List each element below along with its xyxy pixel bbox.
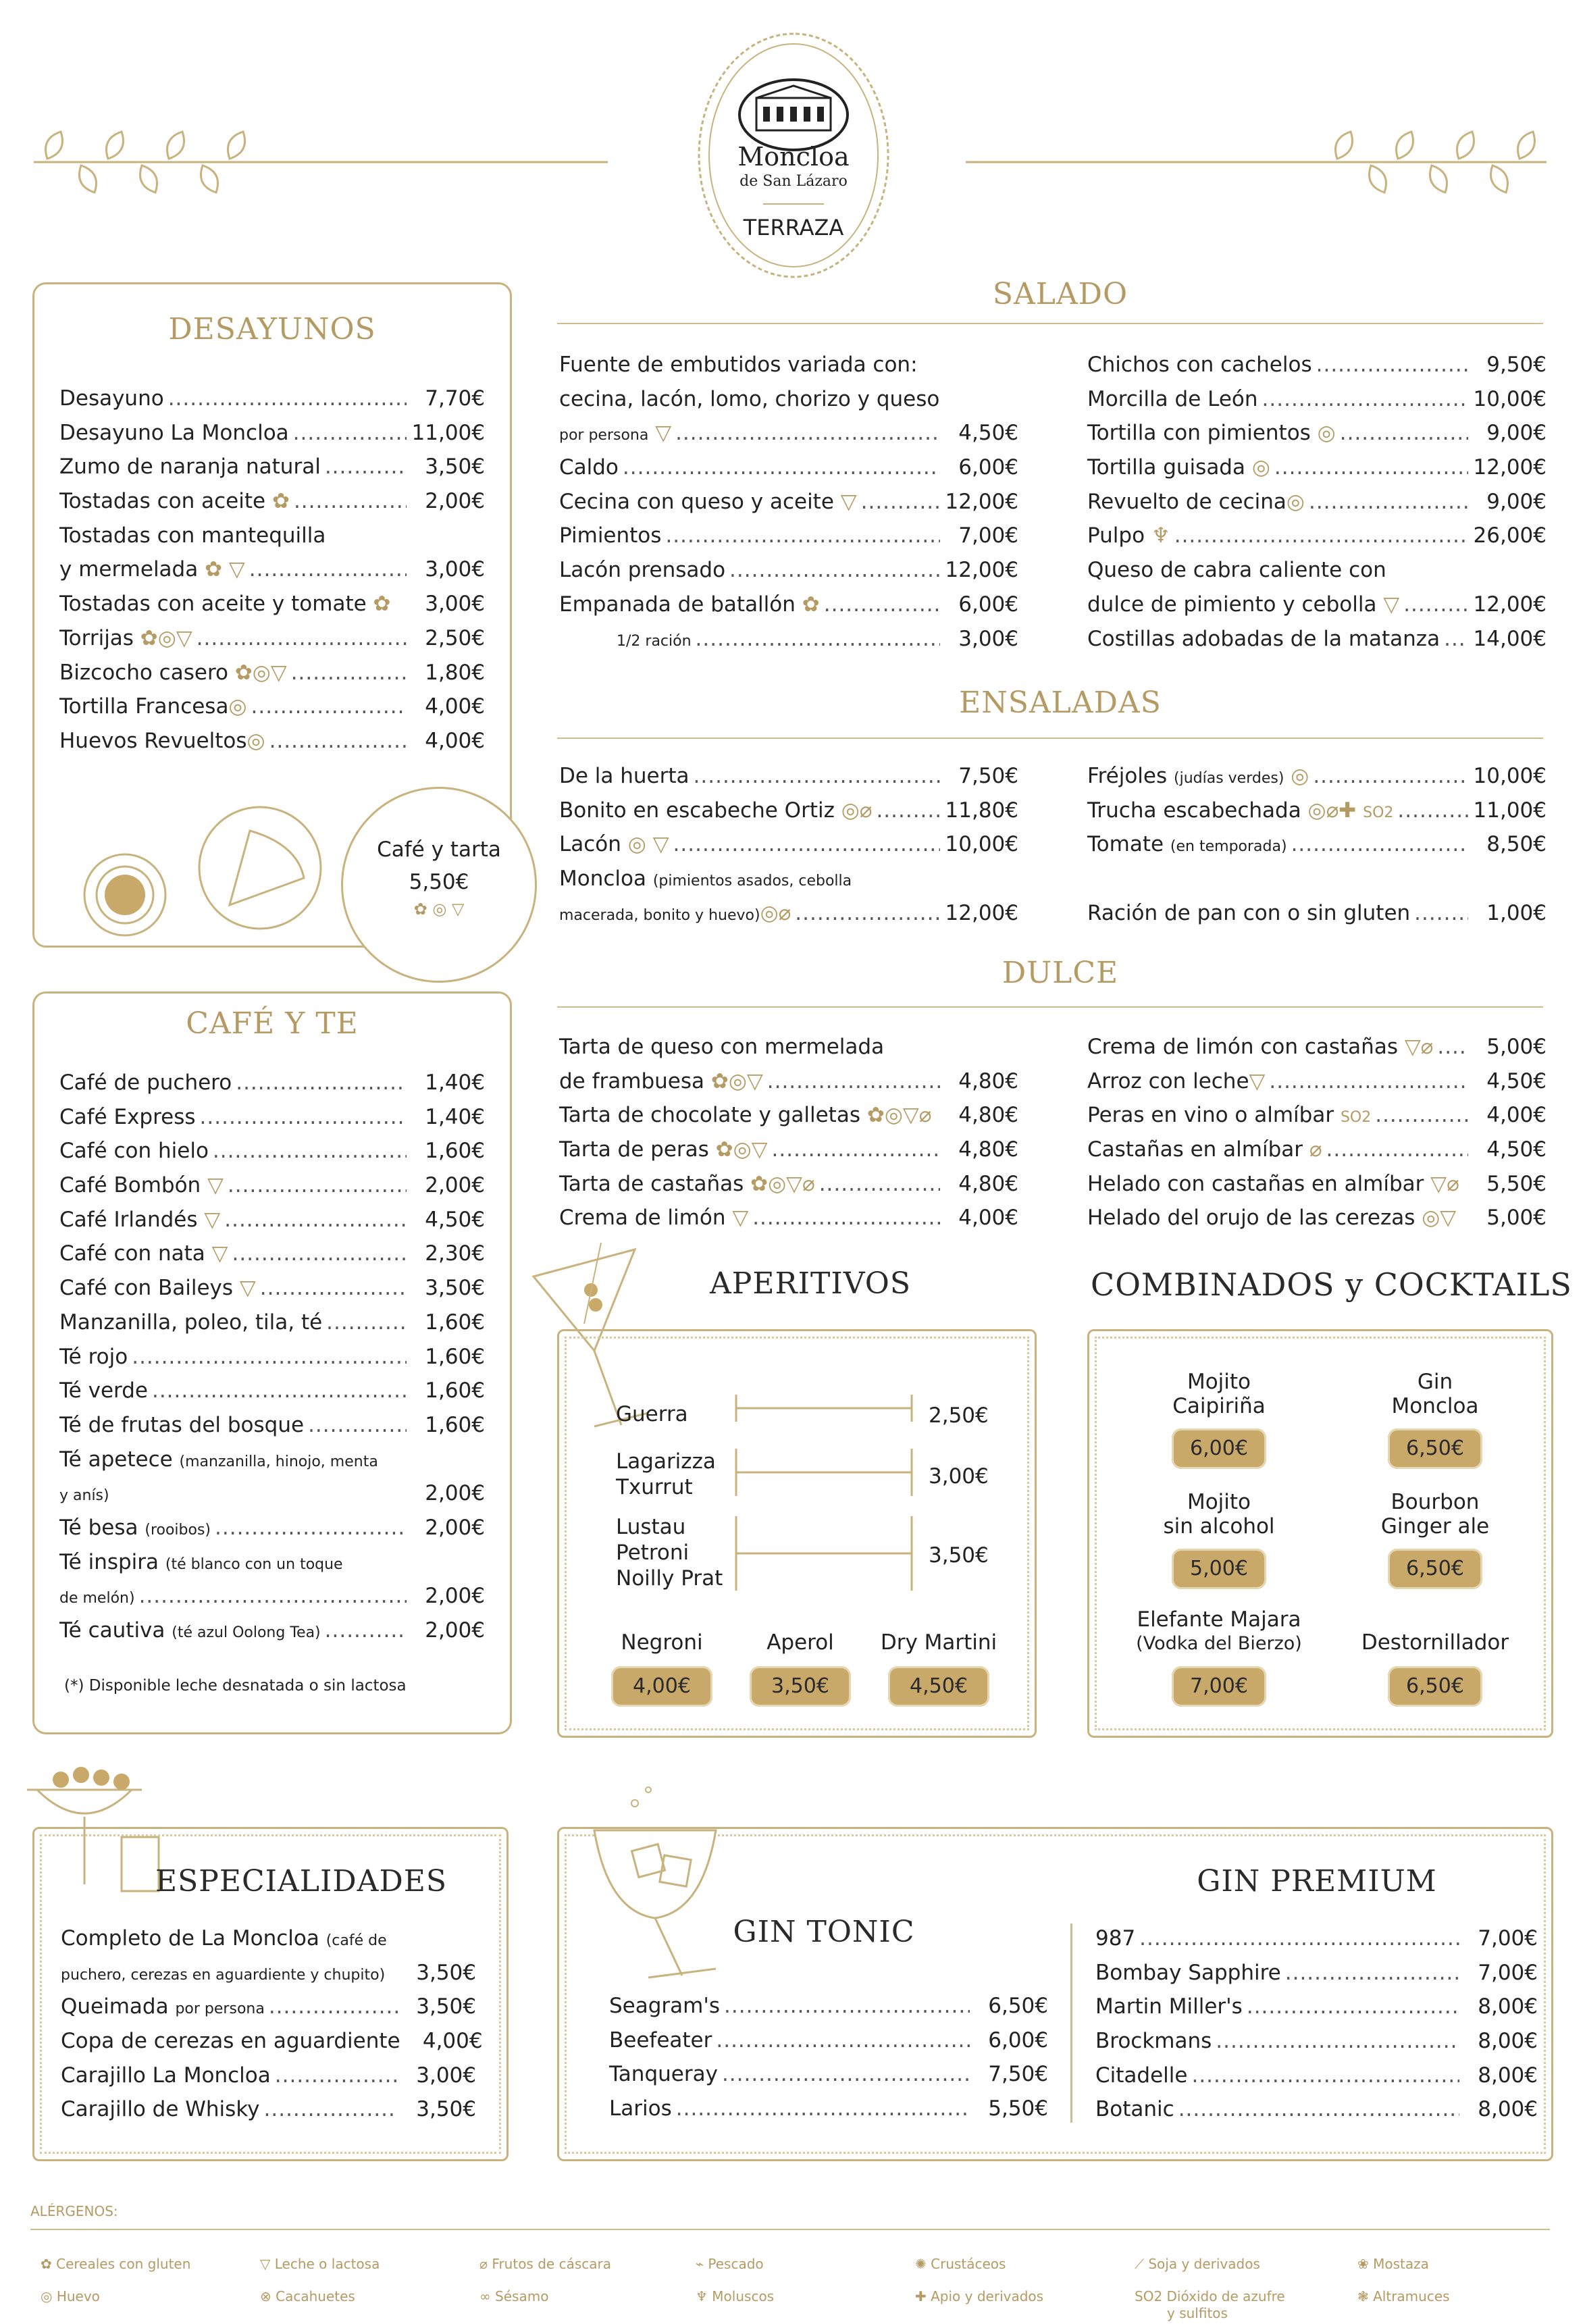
- menu-item: De la huerta ..... 7,50€: [559, 759, 1018, 794]
- egg-icon: ◎: [246, 728, 265, 753]
- area-label: TERRAZA: [743, 215, 844, 240]
- menu-item: de frambuesa ✿◎▽ ..... 4,80€: [559, 1064, 1018, 1099]
- allergen-peanuts: ⊗ Cacahuetes: [260, 2288, 355, 2304]
- cafe-tarta-allergens-icon: ✿ ◎ ▽: [413, 900, 465, 919]
- menu-item: Bizcocho casero ✿◎▽ ..... 1,80€: [59, 656, 485, 690]
- wheat-icon: ✿: [265, 489, 290, 514]
- milk-icon: ▽: [197, 1207, 221, 1232]
- gin-premium-list: [1095, 1921, 1538, 2127]
- salado-title: SALADO: [992, 277, 1128, 311]
- menu-item: Café de puchero ..... 1,40€: [59, 1066, 485, 1100]
- price-pill: 6,00€: [1172, 1428, 1266, 1469]
- menu-item: Bonito en escabeche Ortiz ◎⌀ ..... 11,80€: [559, 794, 1018, 828]
- cafe-footnote: (*) Disponible leche desnatada o sin lactosa: [64, 1677, 407, 1695]
- aperitivo-name: Txurrut: [616, 1475, 693, 1499]
- menu-item: Manzanilla, poleo, tila, té ..... 1,60€: [59, 1306, 485, 1340]
- menu-item: Café con hielo ..... 1,60€: [59, 1134, 485, 1168]
- egg-icon: ◎: [41, 2288, 57, 2304]
- menu-item: Tarta de peras ✿◎▽ ..... 4,80€: [559, 1133, 1018, 1167]
- menu-item: Castañas en almíbar ⌀ ..... 4,50€: [1087, 1133, 1547, 1167]
- milk-icon: ▽: [201, 1173, 224, 1198]
- menu-item: Desayuno La Moncloa ..... 11,00€: [59, 416, 485, 450]
- egg-icon: ◎: [1245, 455, 1270, 480]
- allergen-soy: ⟋ Soja y derivados: [1135, 2256, 1260, 2272]
- menu-item: Chichos con cachelos ..... 9,50€: [1087, 348, 1547, 382]
- aperitivo-price: 3,00€: [929, 1464, 989, 1489]
- menu-item: cecina, lacón, lomo, chorizo y queso: [559, 386, 940, 411]
- dulce-title: DULCE: [1002, 956, 1119, 990]
- cocktail-name: Bourbon Ginger ale: [1380, 1490, 1490, 1539]
- milk-icon: ▽: [648, 421, 672, 446]
- cafe-te-title: CAFÉ Y TE: [186, 1006, 359, 1041]
- menu-item: Martin Miller's ..... 8,00€: [1095, 1990, 1538, 2024]
- menu-item: Té rojo ..... 1,60€: [59, 1340, 485, 1374]
- price-pill: 5,00€: [1172, 1549, 1266, 1589]
- allergen-icons: ✿◎▽: [133, 625, 192, 650]
- brand-subtitle: de San Lázaro: [739, 173, 848, 190]
- nut-icon: ⌀: [479, 2256, 492, 2272]
- menu-item: Té de frutas del bosque ..... 1,60€: [59, 1408, 485, 1443]
- menu-item: Pulpo ♆ ..... 26,00€: [1087, 519, 1547, 553]
- menu-item: macerada, bonito y huevo) ◎⌀ ..... 12,00€: [559, 896, 1018, 931]
- allergen-icons: ✿◎▽⌀: [744, 1171, 815, 1196]
- cocktail-name: Mojito sin alcohol: [1163, 1490, 1275, 1539]
- cocktail-name: Gin Moncloa: [1391, 1370, 1479, 1418]
- menu-item: por persona ▽ ..... 4,50€: [559, 416, 1018, 450]
- menu-item: Larios ..... 5,50€: [609, 2092, 1048, 2126]
- menu-item: Copa de cerezas en aguardiente 4,00€: [61, 2029, 483, 2054]
- salado-rule: [557, 323, 1543, 324]
- menu-item: Tarta de queso con mermelada: [559, 1035, 885, 1059]
- sesame-icon: ∞: [479, 2288, 496, 2304]
- aperitivo-price: 2,50€: [929, 1403, 989, 1428]
- menu-item: Queimada por persona ..... 3,50€: [61, 1990, 476, 2024]
- allergen-celery: ✚ Apio y derivados: [915, 2288, 1044, 2304]
- price-pill: 4,00€: [611, 1666, 712, 1707]
- menu-item: Helado del orujo de las cerezas ◎▽ 5,00€: [1087, 1201, 1547, 1235]
- menu-item: Cecina con queso y aceite ▽ ..... 12,00€: [559, 485, 1018, 519]
- cafe-tarta-label: Café y tarta: [377, 837, 501, 862]
- ensaladas-right-list: [1087, 759, 1547, 930]
- menu-item: puchero, cerezas en aguardiente y chupito) 3,50€: [61, 1960, 476, 1985]
- milk-icon: ▽: [233, 1276, 256, 1301]
- menu-item: Empanada de batallón ✿ ..... 6,00€: [559, 588, 1018, 622]
- allergen-sulphites-line2: y sulfitos: [1167, 2305, 1228, 2321]
- alergenos-label: ALÉRGENOS:: [30, 2203, 118, 2219]
- ensaladas-rule: [557, 738, 1543, 739]
- menu-item: Beefeater ..... 6,00€: [609, 2023, 1048, 2058]
- allergen-fish: ⌁ Pescado: [696, 2256, 764, 2272]
- desayunos-title: DESAYUNOS: [168, 312, 376, 346]
- dulce-right-list: [1087, 1030, 1547, 1235]
- desayunos-list: [59, 382, 485, 758]
- menu-item: Café con nata ▽ ..... 2,30€: [59, 1237, 485, 1271]
- right-leaf-garland: [959, 125, 1553, 199]
- menu-item: Tostadas con mantequilla: [59, 523, 326, 548]
- soy-icon: ⟋: [1135, 2256, 1149, 2272]
- menu-item: Peras en vino o almíbar SO2 ..... 4,00€: [1087, 1098, 1547, 1133]
- gin-divider: [1070, 1923, 1072, 2123]
- menu-item: Bombay Sapphire ..... 7,00€: [1095, 1956, 1538, 1990]
- menu-item: Torrijas ✿◎▽ ..... 2,50€: [59, 621, 485, 656]
- menu-item: Café Express ..... 1,40€: [59, 1100, 485, 1135]
- menu-item: Té apetece (manzanilla, hinojo, menta: [59, 1447, 378, 1472]
- price-pill: 6,50€: [1388, 1549, 1482, 1589]
- alergenos-rule: [30, 2229, 1550, 2230]
- celery-icon: ✚: [915, 2288, 931, 2304]
- menu-item: Moncloa (pimientos asados, cebolla: [559, 867, 852, 892]
- egg-fish-icon: ◎⌀: [760, 900, 791, 925]
- menu-item: Revuelto de cecina ◎ ..... 9,00€: [1087, 485, 1547, 519]
- milk-nut-icon: ▽⌀: [1424, 1171, 1459, 1196]
- menu-item: y mermelada ✿ ▽ ..... 3,00€: [59, 552, 485, 587]
- allergen-sulphites: SO2 Dióxido de azufre: [1135, 2288, 1285, 2304]
- mollusc-icon: ♆: [1145, 523, 1170, 548]
- milk-icon: ▽: [725, 1206, 749, 1231]
- egg-milk-icon: ◎ ▽: [621, 832, 669, 857]
- salado-left-list: [559, 348, 1018, 656]
- price-pill: 7,00€: [1172, 1666, 1266, 1707]
- menu-item: Botanic ..... 8,00€: [1095, 2092, 1538, 2127]
- milk-icon: ▽: [833, 489, 857, 514]
- price-pill: 3,50€: [750, 1666, 851, 1707]
- menu-item: Huevos Revueltos ◎ ..... 4,00€: [59, 724, 485, 758]
- menu-item: Helado con castañas en almíbar ▽⌀ 5,50€: [1087, 1167, 1547, 1202]
- menu-item: Queso de cabra caliente con: [1087, 558, 1386, 583]
- salado-right-list: [1087, 348, 1547, 656]
- menu-item: dulce de pimiento y cebolla ▽ ..... 12,00€: [1087, 588, 1547, 622]
- menu-item: Brockmans ..... 8,00€: [1095, 2024, 1538, 2059]
- allergen-egg: ◎ Huevo: [41, 2288, 100, 2304]
- menu-item: Desayuno ..... 7,70€: [59, 382, 485, 416]
- menu-item: Café Irlandés ▽ ..... 4,50€: [59, 1203, 485, 1237]
- crustacean-icon: ✺: [915, 2256, 931, 2272]
- allergen-gluten: ✿ Cereales con gluten: [41, 2256, 191, 2272]
- menu-item: Crema de limón ▽ ..... 4,00€: [559, 1201, 1018, 1235]
- menu-item: Crema de limón con castañas ▽⌀ ..... 5,00€: [1087, 1030, 1547, 1064]
- aperitivos-title: APERITIVOS: [710, 1266, 911, 1301]
- aperitivo-name: Noilly Prat: [616, 1566, 723, 1591]
- aperitivo-name: Lustau: [616, 1515, 686, 1539]
- milk-icon: ▽: [205, 1241, 228, 1266]
- wheat-milk-icon: ✿ ▽: [198, 557, 245, 582]
- egg-icon: ◎: [228, 694, 247, 719]
- fish-icon: ⌁: [696, 2256, 708, 2272]
- menu-item: Zumo de naranja natural ..... 3,50€: [59, 450, 485, 484]
- milk-icon: ▽: [260, 2256, 275, 2272]
- cocktail-name: Negroni: [621, 1630, 703, 1655]
- menu-item: Café Bombón ▽ ..... 2,00€: [59, 1168, 485, 1203]
- aperitivo-name: Petroni: [616, 1541, 690, 1565]
- menu-item: Té verde ..... 1,60€: [59, 1374, 485, 1408]
- wheat-icon: ✿: [366, 592, 391, 617]
- menu-item: Té besa (rooibos) ..... 2,00€: [59, 1511, 485, 1545]
- egg-fish-icon: ◎⌀: [834, 798, 873, 823]
- menu-item: Tanqueray ..... 7,50€: [609, 2057, 1048, 2092]
- menu-item: Lacón ◎ ▽ ..... 10,00€: [559, 827, 1018, 862]
- price-pill: 6,50€: [1388, 1428, 1482, 1469]
- dulce-rule: [557, 1006, 1543, 1008]
- menu-item: y anís) 2,00€: [59, 1481, 485, 1506]
- lupin-icon: ❃: [1357, 2288, 1374, 2304]
- allergen-icons: ✿◎▽⌀: [860, 1103, 932, 1128]
- ensaladas-title: ENSALADAS: [959, 686, 1162, 720]
- aperitivo-name: Lagarizza: [616, 1449, 716, 1474]
- combinados-title: COMBINADOS y COCKTAILS: [1091, 1266, 1572, 1303]
- menu-item: Tarta de castañas ✿◎▽⌀ ..... 4,80€: [559, 1167, 1018, 1202]
- cocktail-name: Mojito Caipiriña: [1172, 1370, 1266, 1418]
- aperitivo-price: 3,50€: [929, 1543, 989, 1568]
- allergen-icons: ✿◎▽: [704, 1068, 763, 1093]
- especialidades-list: [61, 1921, 483, 2127]
- menu-item: Seagram's ..... 6,50€: [609, 1989, 1048, 2023]
- menu-item: Costillas adobadas de la matanza ..... 14,00€: [1087, 622, 1547, 656]
- allergen-milk: ▽ Leche o lactosa: [260, 2256, 380, 2272]
- menu-item: Carajillo de Whisky ..... 3,50€: [61, 2092, 476, 2127]
- allergen-lupin: ❃ Altramuces: [1357, 2288, 1450, 2304]
- price-pill: 6,50€: [1388, 1666, 1482, 1707]
- brand-name: Moncloa: [737, 142, 850, 172]
- wheat-icon: ✿: [41, 2256, 57, 2272]
- aperitivo-name: Guerra: [616, 1402, 688, 1426]
- menu-item: Té cautiva (té azul Oolong Tea) ..... 2,00€: [59, 1613, 485, 1648]
- cafe-te-list: [59, 1066, 485, 1648]
- milk-icon: ▽: [1249, 1068, 1266, 1093]
- cocktail-name: Elefante Majara (Vodka del Bierzo): [1136, 1607, 1302, 1654]
- menu-item: Citadelle ..... 8,00€: [1095, 2059, 1538, 2093]
- peanut-icon: ⊗: [260, 2288, 276, 2304]
- left-leaf-garland: [27, 125, 615, 199]
- milk-nut-icon: ▽⌀: [1397, 1035, 1434, 1059]
- especialidades-title: ESPECIALIDADES: [155, 1864, 447, 1899]
- menu-item: Tostadas con aceite ✿ ..... 2,00€: [59, 484, 485, 519]
- cocktail-name: Destornillador: [1361, 1630, 1509, 1655]
- ensaladas-left-list: [559, 759, 1018, 930]
- allergen-nuts: ⌀ Frutos de cáscara: [479, 2256, 611, 2272]
- allergen-icons: ✿◎▽: [708, 1137, 768, 1162]
- mustard-icon: ❀: [1357, 2256, 1374, 2272]
- menu-item: [1087, 862, 1547, 896]
- allergen-sesame: ∞ Sésamo: [479, 2288, 549, 2304]
- allergen-mustard: ❀ Mostaza: [1357, 2256, 1429, 2272]
- menu-item: Lacón prensado ..... 12,00€: [559, 553, 1018, 588]
- menu-item: Morcilla de León ..... 10,00€: [1087, 382, 1547, 417]
- nut-icon: ⌀: [1303, 1137, 1322, 1162]
- menu-item: Tortilla con pimientos ◎ ..... 9,00€: [1087, 416, 1547, 450]
- egg-icon: ◎: [1310, 421, 1336, 446]
- egg-icon: ◎: [1286, 489, 1305, 514]
- menu-item: Carajillo La Moncloa ..... 3,00€: [61, 2059, 476, 2093]
- menu-item: Caldo ..... 6,00€: [559, 450, 1018, 485]
- price-pill: 4,50€: [888, 1666, 989, 1707]
- allergen-icons: ✿◎▽: [228, 660, 287, 685]
- menu-item: 1/2 ración ..... 3,00€: [559, 622, 1018, 656]
- menu-item: de melón) ..... 2,00€: [59, 1579, 485, 1613]
- cocktail-name: Aperol: [766, 1630, 834, 1655]
- egg-milk-icon: ◎▽: [1415, 1206, 1457, 1231]
- gin-tonic-list: [609, 1989, 1048, 2126]
- menu-item: Tarta de chocolate y galletas ✿◎▽⌀ 4,80€: [559, 1098, 1018, 1133]
- gin-glass-illustration: [581, 1776, 736, 1986]
- allergen-crustaceans: ✺ Crustáceos: [915, 2256, 1006, 2272]
- gin-premium-title: GIN PREMIUM: [1197, 1864, 1437, 1899]
- menu-item: Té inspira (té blanco con un toque: [59, 1549, 343, 1574]
- menu-item: Fréjoles (judías verdes) ◎ ..... 10,00€: [1087, 759, 1547, 794]
- aperitivos-bracket-lines: [729, 1385, 918, 1601]
- menu-item: Café con Baileys ▽ ..... 3,50€: [59, 1271, 485, 1306]
- cafe-tarta-price: 5,50€: [409, 870, 469, 894]
- wheat-icon: ✿: [795, 592, 820, 617]
- menu-item: Fuente de embutidos variada con:: [559, 353, 918, 377]
- menu-item: Tortilla Francesa ◎ ..... 4,00€: [59, 690, 485, 724]
- menu-item: Tostadas con aceite y tomate ✿ 3,00€: [59, 587, 485, 621]
- menu-item: Tortilla guisada ◎ ..... 12,00€: [1087, 450, 1547, 485]
- gin-tonic-title: GIN TONIC: [733, 1915, 915, 1949]
- milk-icon: ▽: [1376, 592, 1400, 617]
- allergen-icons: ◎⌀✚: [1301, 798, 1357, 823]
- dulce-left-list: [559, 1030, 1018, 1235]
- menu-item: Tomate (en temporada) ..... 8,50€: [1087, 827, 1547, 862]
- menu-item: Ración de pan con o sin gluten ..... 1,00€: [1087, 896, 1547, 931]
- menu-item: Pimientos ..... 7,00€: [559, 519, 1018, 553]
- mollusc-icon: ♆: [696, 2288, 712, 2304]
- menu-item: Completo de La Moncloa (café de: [61, 1926, 387, 1951]
- allergen-molluscs: ♆ Moluscos: [696, 2288, 775, 2304]
- menu-item: 987 ..... 7,00€: [1095, 1921, 1538, 1956]
- coffee-cake-illustration: [74, 804, 324, 939]
- egg-icon: ◎: [1284, 764, 1309, 788]
- cocktail-name: Dry Martini: [880, 1630, 997, 1655]
- menu-item: Trucha escabechada ◎⌀✚ SO2 ..... 11,00€: [1087, 794, 1547, 828]
- menu-item: Arroz con leche ▽ ..... 4,50€: [1087, 1064, 1547, 1099]
